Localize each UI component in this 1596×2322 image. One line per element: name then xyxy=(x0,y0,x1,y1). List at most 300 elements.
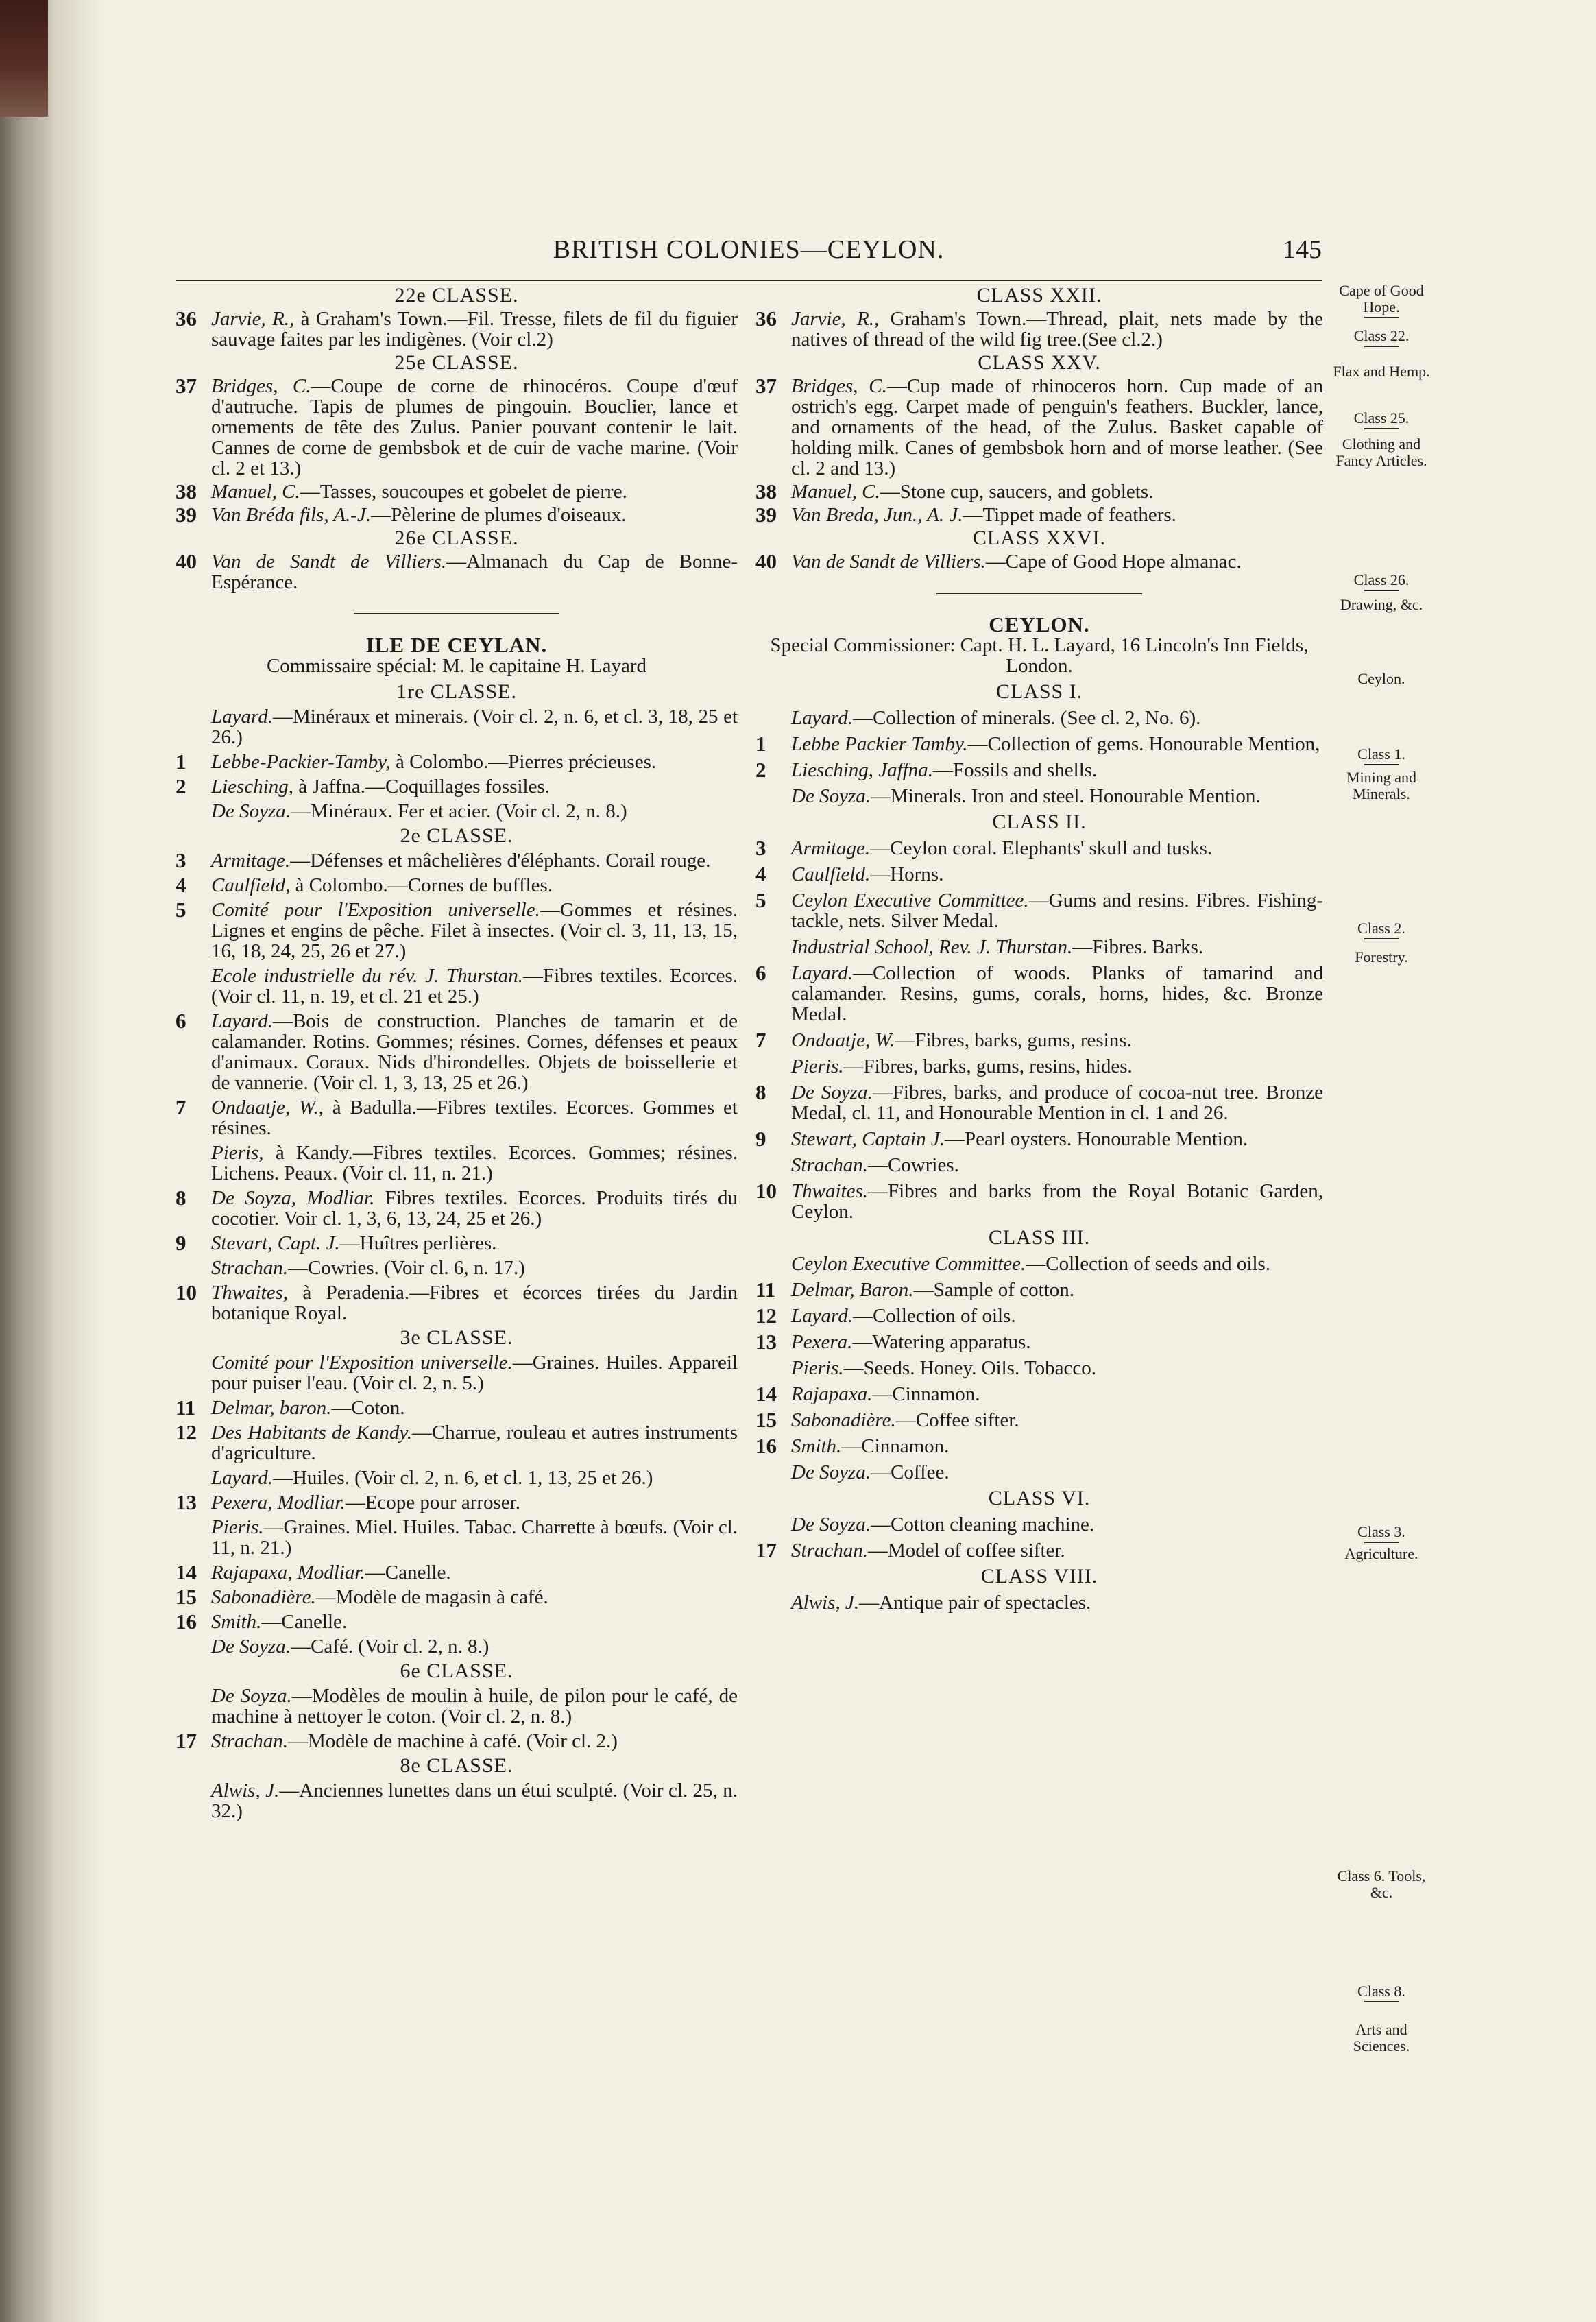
exhibit-entry xyxy=(176,875,738,896)
exhibit-description: à Kandy.—Fibres textiles. Ecorces. Gommes; résines. Lichens. Peaux. (Voir cl. 11, n. 21.) xyxy=(211,1142,738,1184)
fr-ceylon-title: ILE DE CEYLAN. xyxy=(365,633,548,657)
exhibit-entry xyxy=(176,1492,738,1513)
exhibitor-name: Layard. xyxy=(791,1305,853,1327)
exhibitor-name: Rajapaxa, Modliar. xyxy=(211,1561,365,1583)
exhibitor-name: Armitage. xyxy=(211,850,291,872)
exhibit-entry xyxy=(176,1562,738,1583)
entry-number: 13 xyxy=(755,1330,777,1354)
exhibit-entry xyxy=(176,1636,738,1657)
exhibitor-name: Van Breda, Jun., A. J. xyxy=(791,504,963,526)
english-column xyxy=(755,283,1323,1613)
exhibit-entry xyxy=(176,1142,738,1184)
exhibitor-name: Strachan. xyxy=(791,1540,868,1561)
exhibit-description: —Fibres, barks, gums, resins, hides. xyxy=(843,1055,1133,1077)
exhibit-entry xyxy=(755,864,1323,885)
entry-number: 36 xyxy=(755,307,777,331)
exhibit-entry xyxy=(755,937,1323,957)
exhibit-description: —Antique pair of spectacles. xyxy=(859,1592,1091,1614)
entry-number: 6 xyxy=(755,961,766,985)
entry-number: 37 xyxy=(176,374,197,398)
entry-number: 11 xyxy=(176,1396,196,1420)
exhibit-description: —Coffee. xyxy=(870,1461,950,1483)
exhibit-entry xyxy=(755,1082,1323,1123)
exhibitor-name: Manuel, C. xyxy=(211,481,300,503)
exhibitor-name: Layard. xyxy=(791,962,853,984)
class-heading: CLASS I. xyxy=(995,680,1083,703)
exhibit-entry xyxy=(755,1436,1323,1457)
exhibit-description: —Bois de construction. Planches de tamarin et de calamander. Rotins. Gommes; résines. Cornes, défenses et peaux d'animaux. Coraux. Nids d'hirondelles. Objets de boissellerie et de vannerie. (Voir cl. 1, 3, 13, 25 et 26.) xyxy=(211,1010,738,1094)
exhibitor-name: Ecole industrielle du rév. J. Thurstan. xyxy=(211,965,524,987)
entry-number: 38 xyxy=(755,479,777,503)
class-heading: 22e CLASSE. xyxy=(394,284,519,307)
exhibitor-name: Caulfield. xyxy=(791,863,871,885)
exhibitor-name: De Soyza. xyxy=(211,1685,292,1707)
exhibit-description: —Fibres. Barks. xyxy=(1072,936,1204,958)
exhibit-entry xyxy=(176,481,738,502)
entry-number: 40 xyxy=(176,549,197,573)
margin-note xyxy=(1327,1524,1436,1544)
exhibitor-name: Thwaites. xyxy=(791,1180,868,1202)
exhibit-description: Fibres textiles. Ecorces. Produits tirés du cocotier. Voir cl. 1, 3, 6, 13, 24, 25 et 26.) xyxy=(211,1187,738,1230)
entry-number: 2 xyxy=(755,758,766,782)
exhibit-description: à Graham's Town.—Fil. Tresse, filets de fil du figuier sauvage faites par les indigènes. (Voir cl.2) xyxy=(211,308,738,350)
entry-number: 15 xyxy=(755,1408,777,1432)
exhibit-description: —Modèle de machine à café. (Voir cl. 2.) xyxy=(287,1730,618,1752)
exhibit-entry xyxy=(176,706,738,747)
exhibit-description: —Stone cup, saucers, and goblets. xyxy=(880,481,1154,503)
margin-note xyxy=(1327,363,1436,380)
exhibitor-name: De Soyza. xyxy=(211,800,291,822)
class-heading: CLASS XXVI. xyxy=(972,527,1107,549)
exhibit-description: —Huîtres perlières. xyxy=(339,1232,497,1254)
exhibit-entry xyxy=(176,505,738,525)
exhibit-entry xyxy=(176,900,738,961)
exhibit-description: —Canelle. xyxy=(261,1611,348,1633)
margin-note-text: Arts and Sciences. xyxy=(1353,2021,1410,2055)
margin-note xyxy=(1327,1983,1436,2004)
margin-note xyxy=(1327,328,1436,348)
exhibitor-name: Pexera. xyxy=(791,1331,853,1353)
class-heading: 25e CLASSE. xyxy=(394,351,519,374)
en-ceylon-section xyxy=(755,682,1323,1613)
entry-number: 37 xyxy=(755,374,777,398)
class-heading: 26e CLASSE. xyxy=(394,527,519,549)
exhibit-entry xyxy=(755,1129,1323,1149)
fr-ceylon-section xyxy=(176,682,738,1821)
exhibit-description: —Modèle de magasin à café. xyxy=(315,1586,548,1608)
class-heading: 3e CLASSE. xyxy=(400,1326,513,1349)
exhibit-entry xyxy=(755,734,1323,754)
exhibit-description: —Minéraux et minerais. (Voir cl. 2, n. 6, et cl. 3, 18, 25 et 26.) xyxy=(211,706,738,748)
exhibit-entry xyxy=(755,1181,1323,1222)
class-heading: 1re CLASSE. xyxy=(396,680,517,703)
exhibit-description: —Cup made of rhinoceros horn. Cup made of an ostrich's egg. Carpet made of penguin's feathers. Buckler, lance, and ornaments of the head, of the Zulus. Basket capable of holding milk. Canes of gembsbok horn and of morse leather. (See cl. 2 and 13.) xyxy=(791,375,1324,479)
exhibit-description: —Fibres and barks from the Royal Botanic Garden, Ceylon. xyxy=(791,1180,1323,1223)
exhibit-description: —Sample of cotton. xyxy=(913,1279,1074,1301)
exhibit-entry xyxy=(176,1422,738,1463)
entry-number: 14 xyxy=(176,1560,197,1584)
exhibit-description: —Charrue, rouleau et autres instruments d'agriculture. xyxy=(211,1422,738,1464)
exhibit-description: —Cinnamon. xyxy=(841,1435,950,1457)
exhibit-entry xyxy=(755,1332,1323,1352)
exhibit-entry xyxy=(176,1282,738,1324)
margin-notes xyxy=(1327,283,1436,2134)
margin-note xyxy=(1327,597,1436,613)
margin-note xyxy=(1327,920,1436,941)
exhibit-description: —Coffee sifter. xyxy=(895,1409,1019,1431)
entry-number: 39 xyxy=(176,503,197,527)
margin-note-text: Ceylon. xyxy=(1357,670,1405,687)
exhibitor-name: Liesching, xyxy=(211,776,294,798)
exhibitor-name: Van de Sandt de Villiers. xyxy=(791,551,986,573)
exhibitor-name: Jarvie, R., xyxy=(791,308,880,330)
entry-number: 17 xyxy=(755,1538,777,1562)
exhibit-entry xyxy=(755,760,1323,780)
class-heading: 8e CLASSE. xyxy=(400,1754,513,1777)
exhibit-entry xyxy=(755,1540,1323,1561)
exhibitor-name: De Soyza. xyxy=(791,1461,871,1483)
entry-number: 11 xyxy=(755,1278,776,1302)
entry-number: 12 xyxy=(176,1420,197,1444)
entry-number: 38 xyxy=(176,479,197,503)
exhibitor-name: Alwis, J. xyxy=(211,1780,280,1802)
entry-number: 5 xyxy=(176,898,186,922)
exhibitor-name: De Soyza. xyxy=(791,785,871,807)
exhibit-description: —Café. (Voir cl. 2, n. 8.) xyxy=(290,1636,489,1657)
margin-note xyxy=(1327,410,1436,431)
entry-number: 1 xyxy=(755,732,766,756)
exhibit-entry xyxy=(755,1056,1323,1077)
margin-note-text: Class 1. xyxy=(1357,745,1405,763)
header-title: BRITISH COLONIES—CEYLON. xyxy=(553,235,945,264)
margin-note-text: Class 3. xyxy=(1357,1523,1405,1540)
binding-edge xyxy=(0,0,48,117)
entry-number: 6 xyxy=(176,1009,186,1033)
exhibitor-name: Layard. xyxy=(211,706,273,728)
exhibitor-name: Ondaatje, W. xyxy=(791,1029,895,1051)
exhibit-description: —Ecope pour arroser. xyxy=(345,1492,520,1513)
margin-note-text: Class 22. xyxy=(1353,327,1410,344)
exhibitor-name: Manuel, C. xyxy=(791,481,880,503)
exhibitor-name: Rajapaxa. xyxy=(791,1383,873,1405)
margin-note-text: Class 6. Tools, &c. xyxy=(1337,1867,1426,1901)
exhibitor-name: Bridges, C. xyxy=(211,375,311,397)
exhibit-description: —Tasses, soucoupes et gobelet de pierre. xyxy=(300,481,627,503)
margin-note-text: Clothing and Fancy Articles. xyxy=(1335,435,1427,469)
exhibit-entry xyxy=(755,1030,1323,1051)
exhibitor-name: Van de Sandt de Villiers. xyxy=(211,551,447,573)
exhibit-description: à Colombo.—Pierres précieuses. xyxy=(390,751,657,773)
exhibit-description: —Pearl oysters. Honourable Mention. xyxy=(944,1128,1248,1150)
exhibit-entry xyxy=(176,1233,738,1254)
margin-note-rule xyxy=(1364,346,1399,347)
exhibit-description: —Horns. xyxy=(870,863,944,885)
margin-note xyxy=(1327,436,1436,469)
exhibitor-name: Ceylon Executive Committee. xyxy=(791,1253,1026,1275)
margin-note-text: Cape of Good Hope. xyxy=(1339,282,1424,315)
exhibitor-name: De Soyza. xyxy=(791,1081,873,1103)
exhibit-description: —Modèles de moulin à huile, de pilon pour le café, de machine à nettoyer le coton. (Voir cl. 2, n. 8.) xyxy=(211,1685,738,1727)
exhibit-description: —Cowries. xyxy=(867,1154,959,1176)
exhibit-description: à Badulla.—Fibres textiles. Ecorces. Gommes et résines. xyxy=(211,1097,738,1139)
margin-note-rule xyxy=(1364,764,1399,765)
exhibit-entry xyxy=(755,1280,1323,1300)
exhibit-description: Graham's Town.—Thread, plait, nets made by the natives of thread of the wild fig tree.(See cl.2.) xyxy=(791,308,1324,350)
exhibit-description: —Cape of Good Hope almanac. xyxy=(985,551,1242,573)
exhibit-entry xyxy=(755,1410,1323,1431)
exhibit-description: à Colombo.—Cornes de buffles. xyxy=(290,874,553,896)
exhibit-entry xyxy=(176,1258,738,1278)
entry-number: 9 xyxy=(176,1231,186,1255)
class-heading: CLASS VIII. xyxy=(980,1565,1098,1588)
exhibit-description: —Cinnamon. xyxy=(872,1383,980,1405)
margin-note xyxy=(1327,2022,1436,2055)
exhibitor-name: Sabonadière. xyxy=(791,1409,896,1431)
exhibitor-name: Smith. xyxy=(211,1611,262,1633)
exhibit-description: —Cowries. (Voir cl. 6, n. 17.) xyxy=(287,1257,525,1279)
exhibit-entry xyxy=(755,786,1323,806)
entry-number: 39 xyxy=(755,503,777,527)
entry-number: 7 xyxy=(176,1095,186,1119)
exhibit-entry xyxy=(176,1097,738,1138)
entry-number: 10 xyxy=(755,1179,777,1203)
exhibitor-name: Ondaatje, W., xyxy=(211,1097,324,1118)
section-divider xyxy=(354,613,559,614)
exhibitor-name: Strachan. xyxy=(791,1154,868,1176)
exhibit-description: —Collection of woods. Planks of tamarind and calamander. Resins, gums, corals, horns, hides, &c. Bronze Medal. xyxy=(791,962,1323,1025)
exhibit-description: —Canelle. xyxy=(365,1561,451,1583)
exhibit-entry xyxy=(755,838,1323,859)
entry-number: 12 xyxy=(755,1304,777,1328)
margin-note xyxy=(1327,746,1436,767)
margin-note-text: Class 8. xyxy=(1357,1983,1405,2000)
exhibit-entry xyxy=(755,708,1323,728)
exhibitor-name: Liesching, Jaffna. xyxy=(791,759,934,781)
margin-note-text: Class 26. xyxy=(1353,571,1410,588)
exhibit-entry xyxy=(176,776,738,797)
class-heading: CLASS XXII. xyxy=(976,284,1102,307)
exhibitor-name: Stewart, Captain J. xyxy=(791,1128,945,1150)
exhibit-entry xyxy=(755,963,1323,1025)
entry-number: 5 xyxy=(755,888,766,912)
entry-number: 9 xyxy=(755,1127,766,1151)
exhibit-description: —Coton. xyxy=(331,1397,405,1419)
exhibitor-name: Alwis, J. xyxy=(791,1592,860,1614)
exhibit-description: à Jaffna.—Coquillages fossiles. xyxy=(293,776,551,798)
margin-note xyxy=(1327,1546,1436,1562)
exhibit-entry xyxy=(755,1384,1323,1404)
class-heading: 2e CLASSE. xyxy=(400,824,513,847)
class-heading: 6e CLASSE. xyxy=(400,1660,513,1682)
margin-note xyxy=(1327,769,1436,802)
exhibit-entry xyxy=(176,850,738,871)
exhibit-entry xyxy=(176,752,738,772)
exhibit-entry xyxy=(755,1592,1323,1613)
exhibit-description: —Graines. Huiles. Appareil pour puiser l'eau. (Voir cl. 2, n. 5.) xyxy=(211,1352,738,1394)
exhibitor-name: Delmar, Baron. xyxy=(791,1279,914,1301)
exhibitor-name: Industrial School, Rev. J. Thurstan. xyxy=(791,936,1073,958)
exhibit-description: —Graines. Miel. Huiles. Tabac. Charrette à bœufs. (Voir cl. 11, n. 21.) xyxy=(211,1516,738,1559)
exhibit-description: —Minéraux. Fer et acier. (Voir cl. 2, n. 8.) xyxy=(290,800,627,822)
exhibitor-name: Comité pour l'Exposition universelle. xyxy=(211,899,540,921)
margin-note-rule xyxy=(1364,2001,1399,2002)
margin-note xyxy=(1327,572,1436,593)
exhibit-entry xyxy=(176,1609,738,1633)
exhibitor-name: Sabonadière. xyxy=(211,1586,316,1608)
margin-note-rule xyxy=(1364,317,1399,318)
entry-number: 13 xyxy=(176,1490,197,1514)
exhibit-entry xyxy=(176,309,738,350)
exhibitor-name: De Soyza. xyxy=(791,1513,871,1535)
exhibit-description: —Minerals. Iron and steel. Honourable Mention. xyxy=(870,785,1261,807)
entry-number: 16 xyxy=(755,1434,777,1458)
entry-number: 8 xyxy=(755,1080,766,1104)
exhibitor-name: Jarvie, R., xyxy=(211,308,295,330)
exhibit-entry xyxy=(755,1358,1323,1378)
exhibitor-name: Bridges, C. xyxy=(791,375,887,397)
exhibit-description: —Défenses et mâchelières d'éléphants. Corail rouge. xyxy=(290,850,711,872)
exhibit-entry xyxy=(755,309,1323,350)
exhibit-description: —Fossils and shells. xyxy=(933,759,1098,781)
exhibit-entry xyxy=(176,801,738,822)
margin-note-text: Agriculture. xyxy=(1344,1545,1418,1562)
exhibit-description: à Peradenia.—Fibres et écorces tirées du Jardin botanique Royal. xyxy=(211,1282,738,1324)
entry-number: 14 xyxy=(755,1382,777,1406)
exhibit-entry xyxy=(176,1188,738,1229)
entry-number: 2 xyxy=(176,774,186,798)
entry-number: 36 xyxy=(176,307,197,331)
exhibitor-name: Ceylon Executive Committee. xyxy=(791,889,1029,911)
exhibit-description: —Gommes et résines. Lignes et engins de pêche. Filet à insectes. (Voir cl. 3, 11, 13, 15, 16, 18, 24, 25, 26 et 27.) xyxy=(211,899,738,962)
exhibitor-name: Pexera, Modliar. xyxy=(211,1492,346,1513)
page-gutter-shadow xyxy=(0,0,103,2322)
margin-note-text: Class 2. xyxy=(1357,920,1405,937)
margin-note xyxy=(1327,1868,1436,1901)
french-column xyxy=(176,283,738,1821)
exhibitor-name: Lebbe-Packier-Tamby, xyxy=(211,751,391,773)
exhibit-entry xyxy=(755,1462,1323,1483)
exhibit-entry xyxy=(755,551,1323,572)
margin-note-rule xyxy=(1364,938,1399,939)
exhibit-description: —Huiles. (Voir cl. 2, n. 6, et cl. 1, 13, 25 et 26.) xyxy=(272,1467,653,1489)
margin-note-text: Forestry. xyxy=(1355,948,1408,966)
exhibitor-name: Delmar, baron. xyxy=(211,1397,332,1419)
class-heading: CLASS II. xyxy=(992,811,1087,833)
exhibit-entry xyxy=(176,1686,738,1727)
exhibitor-name: Pieris. xyxy=(211,1516,264,1538)
exhibit-description: —Collection of seeds and oils. xyxy=(1026,1253,1271,1275)
entry-number: 10 xyxy=(176,1280,197,1304)
exhibitor-name: De Soyza, Modliar. xyxy=(211,1187,375,1209)
margin-note-text: Mining and Minerals. xyxy=(1346,769,1417,802)
margin-note-text: Class 25. xyxy=(1353,409,1410,427)
entry-number: 4 xyxy=(176,873,186,897)
exhibitor-name: Des Habitants de Kandy. xyxy=(211,1422,412,1444)
exhibit-entry xyxy=(176,1468,738,1488)
margin-note-rule xyxy=(1364,1542,1399,1543)
entry-number: 4 xyxy=(755,862,766,886)
exhibitor-name: Thwaites, xyxy=(211,1282,288,1304)
exhibit-description: —Collection of gems. Honourable Mention, xyxy=(967,733,1320,755)
exhibit-entry xyxy=(176,551,738,593)
running-header xyxy=(176,235,1322,269)
exhibit-description: —Watering apparatus. xyxy=(852,1331,1031,1353)
exhibit-description: —Pèlerine de plumes d'oiseaux. xyxy=(371,504,627,526)
exhibitor-name: Comité pour l'Exposition universelle. xyxy=(211,1352,513,1374)
entry-number: 7 xyxy=(755,1028,766,1052)
exhibit-entry xyxy=(755,1254,1323,1274)
margin-note-rule xyxy=(1364,428,1399,429)
entry-number: 1 xyxy=(176,750,186,774)
exhibitor-name: Caulfield, xyxy=(211,874,291,896)
exhibitor-name: Van Bréda fils, A.-J. xyxy=(211,504,372,526)
exhibit-entry xyxy=(176,1352,738,1393)
margin-note-text: Flax and Hemp. xyxy=(1333,363,1430,380)
exhibit-entry xyxy=(176,966,738,1007)
exhibit-entry xyxy=(176,1517,738,1558)
exhibit-description: —Cotton cleaning machine. xyxy=(870,1513,1095,1535)
exhibit-description: —Fibres, barks, and produce of cocoa-nut tree. Bronze Medal, cl. 11, and Honourable Mention in cl. 1 and 26. xyxy=(791,1081,1323,1124)
exhibit-entry xyxy=(176,376,738,479)
exhibit-description: —Model of coffee sifter. xyxy=(867,1540,1065,1561)
margin-note-rule xyxy=(1364,590,1399,591)
exhibit-entry xyxy=(755,1155,1323,1175)
en-ceylon-title: CEYLON. xyxy=(989,612,1090,636)
class-heading: CLASS III. xyxy=(988,1226,1091,1249)
exhibit-description: —Almanach du Cap de Bonne-Espérance. xyxy=(211,551,738,593)
exhibit-entry xyxy=(755,481,1323,502)
margin-note-text: Drawing, &c. xyxy=(1340,596,1423,613)
entry-number: 40 xyxy=(755,549,777,573)
exhibitor-name: Smith. xyxy=(791,1435,842,1457)
header-rule xyxy=(176,280,1322,281)
exhibitor-name: Strachan. xyxy=(211,1257,288,1279)
exhibit-entry xyxy=(176,1731,738,1751)
exhibit-entry xyxy=(755,505,1323,525)
exhibit-entry xyxy=(755,376,1323,479)
exhibitor-name: De Soyza. xyxy=(211,1636,291,1657)
exhibitor-name: Stevart, Capt. J. xyxy=(211,1232,340,1254)
exhibit-entry xyxy=(755,1514,1323,1535)
fr-ceylon-commissioner: Commissaire spécial: M. le capitaine H. Layard xyxy=(266,655,647,677)
entry-number: 8 xyxy=(176,1186,186,1210)
exhibit-description: —Gums and resins. Fibres. Fishing-tackle, nets. Silver Medal. xyxy=(791,889,1323,932)
exhibitor-name: Pieris. xyxy=(791,1055,844,1077)
exhibit-description: —Collection of minerals. (See cl. 2, No. 6). xyxy=(852,707,1201,729)
exhibitor-name: Layard. xyxy=(211,1467,273,1489)
entry-number: 16 xyxy=(176,1609,197,1633)
exhibit-entry xyxy=(176,1398,738,1418)
exhibit-description: —Collection of oils. xyxy=(852,1305,1016,1327)
margin-note xyxy=(1327,671,1436,687)
exhibit-entry xyxy=(755,1306,1323,1326)
en-ceylon-commissioner: Special Commissioner: Capt. H. L. Layard, 16 Lincoln's Inn Fields, London. xyxy=(770,634,1309,677)
exhibit-description: —Ceylon coral. Elephants' skull and tusks. xyxy=(870,837,1213,859)
exhibit-description: —Tippet made of feathers. xyxy=(963,504,1176,526)
exhibitor-name: Armitage. xyxy=(791,837,871,859)
exhibitor-name: Layard. xyxy=(791,707,853,729)
page-number: 145 xyxy=(1283,235,1322,264)
en-cape-section xyxy=(755,285,1323,572)
class-heading: CLASS VI. xyxy=(988,1487,1091,1509)
entry-number: 3 xyxy=(755,836,766,860)
exhibit-description: —Anciennes lunettes dans un étui sculpté. (Voir cl. 25, n. 32.) xyxy=(211,1780,738,1822)
exhibit-entry xyxy=(176,1011,738,1093)
entry-number: 15 xyxy=(176,1585,197,1609)
exhibit-description: —Coupe de corne de rhinocéros. Coupe d'œuf d'autruche. Tapis de plumes de pingouin. Bouclier, lance et ornements de tête des Zulus. Panier pouvant contenir le lait. Cannes de corne de gembsbok et de cuir de vache marine. (Voir cl. 2 et 13.) xyxy=(211,375,738,479)
exhibit-entry xyxy=(755,890,1323,931)
exhibitor-name: Pieris. xyxy=(791,1357,844,1379)
